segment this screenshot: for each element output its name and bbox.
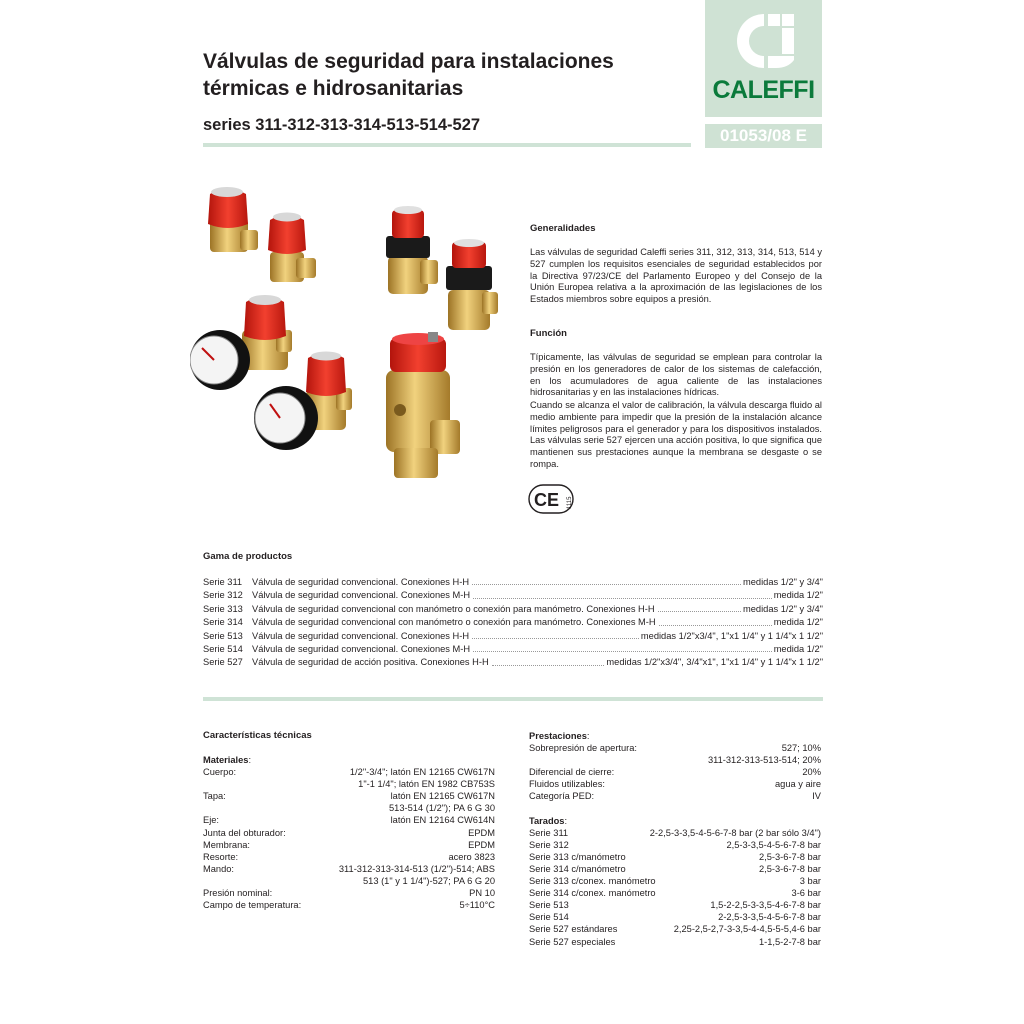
spec-row: Categoría PED: IV [529, 791, 821, 802]
table-row: Serie 527 especiales 1-1,5-2-7-8 bar [529, 936, 821, 947]
table-row: Serie 313 c/manómetro 2,5-3-6-7-8 bar [529, 851, 821, 862]
table-row: Serie 527 estándares 2,25-2,5-2,7-3-3,5-4-4,5-5-5,4-6 bar [529, 924, 821, 935]
list-item: Serie 314 Válvula de seguridad convencional con manómetro o conexión para manómetro. Conexiones M-H medida 1/2" [203, 617, 823, 628]
valve-icon [386, 206, 438, 294]
table-row: Serie 313 c/conex. manómetro 3 bar [529, 876, 821, 887]
spec-row-cont: 1"-1 1/4"; latón EN 1982 CB753S [358, 779, 495, 790]
spec-row: Presión nominal: PN 10 [203, 888, 495, 899]
tarados-heading: Tarados [529, 815, 565, 826]
list-item: Serie 514 Válvula de seguridad convencional. Conexiones M-H medida 1/2" [203, 643, 823, 654]
spec-row: Cuerpo: 1/2"-3/4"; latón EN 12165 CW617N [203, 767, 495, 778]
valve-527-icon [386, 332, 460, 478]
spec-row: Sobrepresión de apertura: 527; 10% [529, 743, 821, 754]
performance-heading: Prestaciones [529, 731, 587, 741]
spec-row: Resorte: acero 3823 [203, 851, 495, 862]
spec-row: Eje: latón EN 12164 CW614N [203, 815, 495, 826]
ce-label: CE [534, 490, 560, 510]
product-range-list [203, 576, 823, 670]
caleffi-logo-mark-icon [730, 8, 798, 74]
spec-row: Junta del obturador: EPDM [203, 827, 495, 838]
general-heading: Generalidades [530, 223, 596, 234]
tech-specs: Materiales: Cuerpo: 1/2"-3/4"; latón EN 12165 CW617N 1"-1 1/4"; latón EN 1982 CB753S Tapa: latón EN 12165 CW617N 513-514 (1/2"); PA 6 G 30 Eje: latón EN 12164 CW614N Junta del obturador: EPDM Membrana: EPDM Resorte: acero 3823 Mando: 311-312-313-314-513 (1/2")-514; ABS 513 (1" y 1 1/4")-527; PA 6 G 20 Presión nominal: PN 10 Campo de temperatura: 5÷110°C [203, 755, 495, 911]
function-text-2: Cuando se alcanza el valor de calibración, la válvula descarga fluido al medio ambiente para impedir que la presión de la instalación alcance límites peligrosos para el generador y para los dispositivos instalados. Las válvulas serie 527 ejercen una acción positiva, lo que significa que mantienen sus prestaciones aunque la membrana se desgaste o se rompa. [530, 400, 822, 469]
product-photos [190, 180, 520, 485]
page-title [203, 48, 703, 102]
ce-mark-icon [528, 484, 578, 514]
valve-icon [208, 187, 258, 252]
table-row: Serie 314 c/manómetro 2,5-3-6-7-8 bar [529, 863, 821, 874]
ce-mark [528, 484, 578, 519]
spec-row: Mando: 311-312-313-314-513 (1/2")-514; ABS [203, 863, 495, 874]
middle-divider [203, 697, 823, 701]
performance-specs: Prestaciones: Sobrepresión de apertura: 527; 10% 311-312-313-513-514; 20% Diferencial de cierre: 20% Fluidos utilizables: agua y aire Categoría PED: IV Tarados: Serie 311 2-2,5-3-3,5-4-5-6-7-8 bar (2 bar sólo 3/4") Serie 312 2,5-3-3,5-4-5-6-7-8 bar Serie 313 c/manómetro 2,5-3-6-7-8 bar Serie 314 c/manómetro 2,5-3-6-7-8 bar Serie 313 c/conex. manómetro 3 bar Serie 314 c/conex. manómetro 3-6 bar Serie 513 1,5-2-2,5-3-3,5-4-6-7-8 bar Serie 514 2-2,5-3-3,5-4-5-6-7-8 bar Serie 527 estándares 2,25-2,5-2,7-3-3,5-4-4,5-5-5,4-6 bar Serie 527 especiales 1-1,5-2-7-8 bar [529, 731, 821, 947]
table-row: Serie 513 1,5-2-2,5-3-3,5-4-6-7-8 bar [529, 900, 821, 911]
valve-icon [268, 213, 316, 283]
spec-row-cont: 513 (1" y 1 1/4")-527; PA 6 G 20 [362, 875, 495, 886]
top-divider [203, 143, 691, 147]
list-item: Serie 527 Válvula de seguridad de acción positiva. Conexiones H-H medidas 1/2"x3/4", 3/4"x1", 1"x1 1/4" y 1 1/4"x 1 1/2" [203, 657, 823, 668]
table-row: Serie 311 2-2,5-3-3,5-4-5-6-7-8 bar (2 bar sólo 3/4") [529, 827, 821, 838]
series-subtitle: series 311-312-313-314-513-514-527 [203, 116, 481, 134]
list-item: Serie 313 Válvula de seguridad convencional con manómetro o conexión para manómetro. Conexiones H-H medidas 1/2" y 3/4" [203, 603, 823, 614]
title-line-2: térmicas e hidrosanitarias [203, 77, 464, 100]
spec-row: Campo de temperatura: 5÷110°C [203, 900, 495, 911]
spec-row: Diferencial de cierre: 20% [529, 767, 821, 778]
tech-heading: Características técnicas [203, 730, 312, 741]
spec-row-cont: 513-514 (1/2"); PA 6 G 30 [389, 803, 495, 814]
spec-row: Fluidos utilizables: agua y aire [529, 779, 821, 790]
title-line-1: Válvulas de seguridad para instalaciones [203, 50, 614, 73]
list-item: Serie 311 Válvula de seguridad convencional. Conexiones H-H medidas 1/2" y 3/4" [203, 577, 823, 587]
spec-row: Membrana: EPDM [203, 839, 495, 850]
table-row: Serie 314 c/conex. manómetro 3-6 bar [529, 888, 821, 899]
valve-icon [446, 239, 498, 330]
logo-text: CALEFFI [712, 76, 815, 104]
spec-row: Tapa: latón EN 12165 CW617N [203, 791, 495, 802]
range-heading: Gama de productos [203, 551, 293, 562]
function-text-1: Típicamente, las válvulas de seguridad se emplean para controlar la presión en los generadores de calor de los sistemas de calefacción, en los acumuladores de agua caliente de las instalaciones hidrosanitarias y en las instalaciones hídricas. [530, 352, 822, 398]
document-code: 01053/08 E [705, 124, 822, 148]
valve-with-gauge-icon [190, 295, 292, 390]
function-heading: Función [530, 328, 567, 339]
caleffi-logo [705, 0, 822, 117]
spec-row-cont: 311-312-313-513-514; 20% [707, 755, 821, 766]
table-row: Serie 514 2-2,5-3-3,5-4-5-6-7-8 bar [529, 912, 821, 923]
general-text: Las válvulas de seguridad Caleffi series 311, 312, 313, 314, 513, 514 y 527 cumplen los requisitos esenciales de seguridad establecidos por la Directiva 97/23/CE del Parlamento Europeo y del Consejo de la Unión Europea relativa a la aproximación de las legislaciones de los Estados miembros sobre equipos a presión. [530, 247, 822, 305]
ce-number: 1115 [567, 496, 573, 509]
materials-label: Materiales [203, 755, 249, 765]
list-item: Serie 312 Válvula de seguridad convencional. Conexiones M-H medida 1/2" [203, 590, 823, 601]
list-item: Serie 513 Válvula de seguridad convencional. Conexiones H-H medidas 1/2"x3/4", 1"x1 1/4" y 1 1/4"x 1 1/2" [203, 630, 823, 641]
table-row: Serie 312 2,5-3-3,5-4-5-6-7-8 bar [529, 839, 821, 850]
